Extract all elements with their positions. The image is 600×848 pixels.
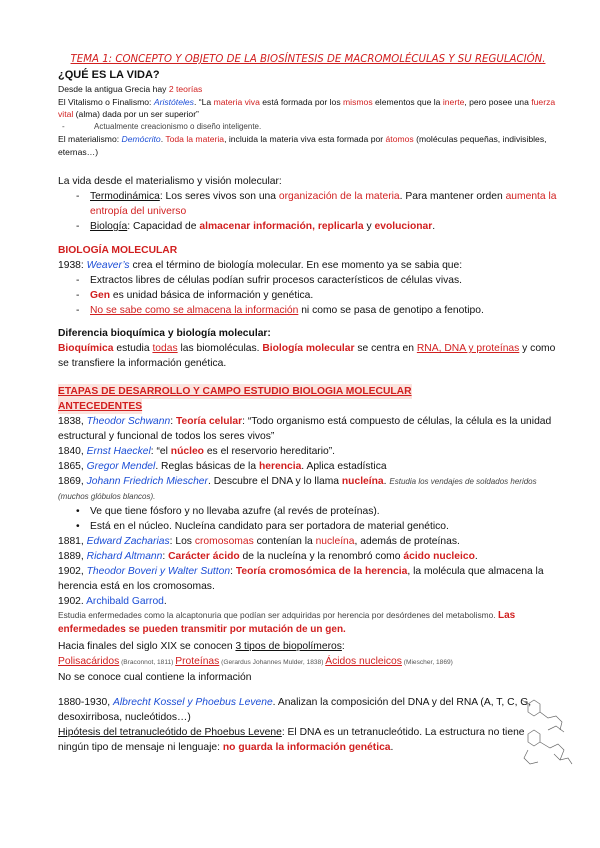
section-heading: ETAPAS DE DESARROLLO Y CAMPO ESTUDIO BIOLOGIA MOLECULAR xyxy=(58,386,412,397)
section-que-es-la-vida xyxy=(58,68,558,158)
list-item: - No se sabe como se almacena la información ni como se pasa de genotipo a fenotipo. xyxy=(72,303,558,318)
section-biopolimeros xyxy=(58,639,558,755)
list-item: - Actualmente creacionismo o diseño inteligente. xyxy=(58,121,558,134)
section-materialismo xyxy=(58,174,558,234)
event-1881: 1881, Edward Zacharias: Los cromosomas contenían la nucleína, además de proteínas. xyxy=(58,536,460,547)
section-antecedentes xyxy=(58,384,558,636)
biopolymer-list: Polisacáridos (Braconnot, 1811) Proteínas (Gerardus Johannes Mulder, 1838) Ácidos nucleicos (Miescher, 1869) xyxy=(58,656,453,667)
event-1838: 1838, Theodor Schwann: Teoría celular: “Todo organismo está compuesto de células, la célula es la unidad estructural y funcional de todos los seres vivos” xyxy=(58,416,552,442)
section-heading: BIOLOGÍA MOLECULAR xyxy=(58,245,178,256)
event-1865: 1865, Gregor Mendel. Reglas básicas de la herencia. Aplica estadística xyxy=(58,461,387,472)
event-1902-boveri: 1902, Theodor Boveri y Walter Sutton: Teoría cromosómica de la herencia, la molécula que almacena la herencia está en los cromosomas. xyxy=(58,566,544,592)
list-item: - Termodinámica: Los seres vivos son una organización de la materia. Para mantener orden aumenta la entropía del universo xyxy=(72,189,558,219)
levene-paragraph: Hipótesis del tetranucleótido de Phoebus Levene: El DNA es un tetranucleótido. La estructura no tiene ningún tipo de mensaje ni lenguaje: no guarda la información genética. xyxy=(58,727,525,753)
list-item: - Gen es unidad básica de información y genética. xyxy=(72,288,558,303)
garrod-note: Estudia enfermedades como la alcaptonuria que podían ser adquiridas por herencia por desórdenes del metabolismo. Las enfermedades se pueden transmitir por mutación de un gen. xyxy=(58,610,516,635)
paragraph: La vida desde el materialismo y visión molecular: xyxy=(58,176,282,187)
list-item: - Extractos libres de células podían sufrir procesos característicos de células vivas. xyxy=(72,273,558,288)
paragraph: No se conoce cual contiene la información xyxy=(58,672,252,683)
kossel-paragraph: 1880-1930, Albrecht Kossel y Phoebus Levene. Analizan la composición del DNA y del RNA (A, T, C, G, desoxirribosa, nucleótidos…) xyxy=(58,697,532,723)
event-1902-garrod: 1902. Archibald Garrod. xyxy=(58,596,167,607)
subheading: ANTECEDENTES xyxy=(58,401,143,412)
section-heading: ¿QUÉ ES LA VIDA? xyxy=(58,69,160,81)
event-1840: 1840, Ernst Haeckel: “el núcleo es el reservorio hereditario”. xyxy=(58,446,336,457)
intro-line: Desde la antigua Grecia hay 2 teorías xyxy=(58,84,203,94)
list-item: • Está en el núcleo. Nucleína candidato para ser portadora de material genético. xyxy=(72,519,558,534)
event-1889: 1889, Richard Altmann: Carácter ácido de la nucleína y la renombró como ácido nucleico. xyxy=(58,551,478,562)
materialismo-paragraph: El materialismo: Demócrito. Toda la materia, incluida la materia viva esta formada por átomos (moléculas pequeñas, indivisibles, eternas…) xyxy=(58,134,547,157)
subheading: Diferencia bioquímica y biología molecular: xyxy=(58,328,271,339)
page-title: TEMA 1: CONCEPTO Y OBJETO DE LA BIOSÍNTESIS DE MACROMOLÉCULAS Y SU REGULACIÓN. xyxy=(70,54,546,65)
paragraph: Hacia finales del siglo XIX se conocen 3 tipos de biopolímeros: xyxy=(58,641,345,652)
list-item: • Ve que tiene fósforo y no llevaba azufre (al revés de proteínas). xyxy=(72,504,558,519)
paragraph: Bioquímica estudia todas las biomoléculas. Biología molecular se centra en RNA, DNA y proteínas y como se transfiere la información genética. xyxy=(58,343,556,369)
molecule-sketch-image xyxy=(514,690,578,770)
paragraph: 1938: Weaver’s crea el término de biología molecular. En ese momento ya se sabia que: xyxy=(58,260,463,271)
vitalismo-paragraph: El Vitalismo o Finalismo: Aristóteles. “La materia viva está formada por los mismos elementos que la inerte, pero posee una fuerza vital (alma) dada por un ser superior” xyxy=(58,96,556,119)
list-item: - Biología: Capacidad de almacenar información, replicarla y evolucionar. xyxy=(72,219,558,234)
section-biologia-molecular xyxy=(58,243,558,371)
event-1869: 1869, Johann Friedrich Miescher. Descubre el DNA y lo llama nucleína. Estudia los vendajes de soldados heridos (muchos glóbulos blancos). xyxy=(58,476,537,501)
